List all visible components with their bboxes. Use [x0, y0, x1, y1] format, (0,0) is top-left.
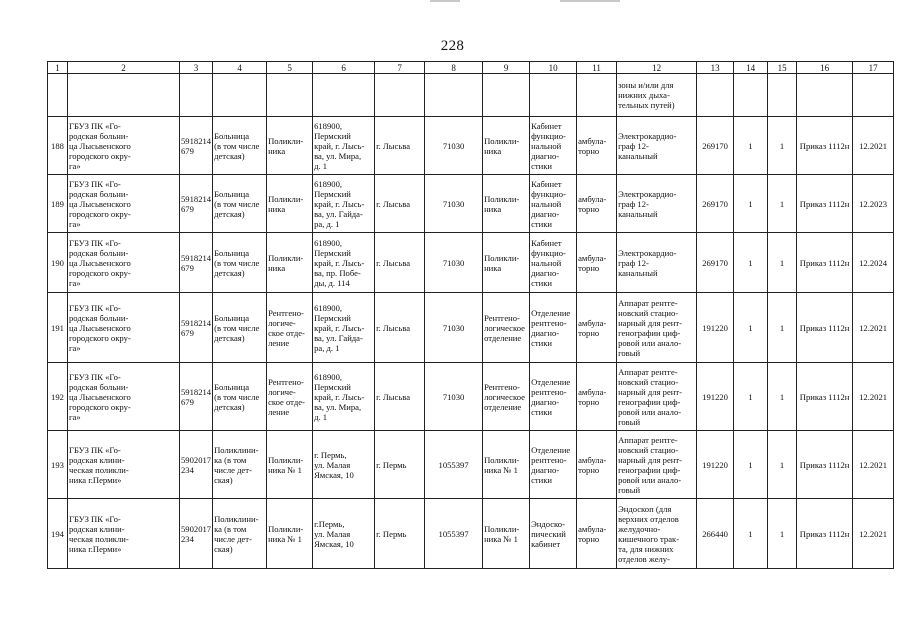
cell-room: Отделение рентгено- диагно- стики [530, 431, 577, 499]
cell-type: Поликлини- ка (в том числе дет- ская) [213, 499, 267, 569]
cell-order: Приказ 1112н [797, 499, 853, 569]
cell-org: ГБУЗ ПК «Го- родская больни- ца Лысьвенского городского окру- га» [68, 117, 180, 175]
cell-org: ГБУЗ ПК «Го- родская больни- ца Лысьвенского городского окру- га» [68, 233, 180, 293]
table-row [48, 233, 894, 293]
cell-qty2: 1 [768, 431, 797, 499]
cell-city: г. Лысьва [375, 117, 425, 175]
cell-code: 191220 [697, 431, 734, 499]
cell-org: ГБУЗ ПК «Го- родская больни- ца Лысьвенского городского окру- га» [68, 293, 180, 363]
cell-oktmo: 71030 [425, 363, 483, 431]
cell-oktmo: 71030 [425, 175, 483, 233]
cell-unit: Рентгено- логиче- ское отде- ление [267, 363, 313, 431]
cell-mode: амбула- торно [577, 499, 617, 569]
table-row [48, 431, 894, 499]
cell-date: 12.2021 [853, 499, 894, 569]
cell-equipment: Электрокардио- граф 12- канальный [617, 175, 697, 233]
cell-type: Поликлини- ка (в том числе дет- ская) [213, 431, 267, 499]
cell-date: 12.2023 [853, 175, 894, 233]
cell-equipment: Электрокардио- граф 12- канальный [617, 117, 697, 175]
cell-code: 269170 [697, 175, 734, 233]
cell-mode: амбула- торно [577, 175, 617, 233]
cell-division: Поликли- ника [483, 175, 530, 233]
column-number-cell: 12 [617, 62, 697, 74]
column-number-cell: 8 [425, 62, 483, 74]
cell-unit: Поликли- ника № 1 [267, 499, 313, 569]
cell-division: Поликли- ника [483, 233, 530, 293]
cell-address: 618900, Пермский край, г. Лысь- ва, ул. Гайда- ра, д. 1 [313, 293, 375, 363]
cell-order: Приказ 1112н [797, 117, 853, 175]
cell-inn: 5902017 234 [180, 499, 213, 569]
cell-division: Рентгено- логическое отделение [483, 363, 530, 431]
page-number: 228 [440, 38, 465, 54]
column-number-cell: 3 [180, 62, 213, 74]
cell-qty2: 1 [768, 117, 797, 175]
cell-code: 191220 [697, 363, 734, 431]
cell-unit: Поликли- ника № 1 [267, 431, 313, 499]
cell-room: Кабинет функцио- нальной диагно- стики [530, 117, 577, 175]
cell-unit: Поликли- ника [267, 117, 313, 175]
cell-order: Приказ 1112н [797, 175, 853, 233]
cell-city: г. Лысьва [375, 363, 425, 431]
cell-oktmo: 71030 [425, 233, 483, 293]
cell-type: Больница (в том числе детская) [213, 175, 267, 233]
table-row [48, 499, 894, 569]
scan-artifact [430, 0, 460, 2]
cell-num: 191 [48, 293, 68, 363]
cell-qty2: 1 [768, 233, 797, 293]
continuation-equipment-cell: зоны и/или для нижних дыха- тельных путей) [617, 74, 697, 117]
cell-code: 269170 [697, 233, 734, 293]
cell-type: Больница (в том числе детская) [213, 233, 267, 293]
cell-division: Поликли- ника № 1 [483, 499, 530, 569]
cell-num: 193 [48, 431, 68, 499]
scan-artifact [560, 0, 620, 2]
table-row [48, 363, 894, 431]
cell-oktmo: 71030 [425, 293, 483, 363]
cell-address: 618900, Пермский край, г. Лысь- ва, ул. Гайда- ра, д. 1 [313, 175, 375, 233]
cell-address: г. Пермь, ул. Малая Ямская, 10 [313, 431, 375, 499]
cell-qty1: 1 [734, 499, 768, 569]
cell-qty1: 1 [734, 175, 768, 233]
cell-date: 12.2021 [853, 363, 894, 431]
column-number-cell: 9 [483, 62, 530, 74]
cell-mode: амбула- торно [577, 117, 617, 175]
cell-mode: амбула- торно [577, 233, 617, 293]
cell-qty2: 1 [768, 499, 797, 569]
cell-qty1: 1 [734, 117, 768, 175]
cell-num: 190 [48, 233, 68, 293]
cell-inn: 5918214 679 [180, 363, 213, 431]
cell-org: ГБУЗ ПК «Го- родская больни- ца Лысьвенского городского окру- га» [68, 175, 180, 233]
cell-qty1: 1 [734, 363, 768, 431]
cell-order: Приказ 1112н [797, 363, 853, 431]
cell-oktmo: 1055397 [425, 431, 483, 499]
column-number-cell: 10 [530, 62, 577, 74]
cell-division: Рентгено- логическое отделение [483, 293, 530, 363]
cell-room: Отделение рентгено- диагно- стики [530, 363, 577, 431]
cell-unit: Поликли- ника [267, 233, 313, 293]
cell-inn: 5918214 679 [180, 233, 213, 293]
cell-inn: 5918214 679 [180, 293, 213, 363]
cell-division: Поликли- ника № 1 [483, 431, 530, 499]
continuation-row [48, 74, 894, 117]
cell-address: г.Пермь, ул. Малая Ямская, 10 [313, 499, 375, 569]
cell-num: 188 [48, 117, 68, 175]
cell-qty2: 1 [768, 363, 797, 431]
cell-mode: амбула- торно [577, 293, 617, 363]
column-number-cell: 4 [213, 62, 267, 74]
cell-equipment: Аппарат рентге- новский стацио- нарный для рент- генографии циф- ровой или анало- говый [617, 363, 697, 431]
cell-equipment: Аппарат рентге- новский стацио- нарный для рент- генографии циф- ровой или анало- говый [617, 293, 697, 363]
cell-date: 12.2021 [853, 431, 894, 499]
cell-unit: Поликли- ника [267, 175, 313, 233]
cell-room: Отделение рентгено- диагно- стики [530, 293, 577, 363]
column-number-cell: 5 [267, 62, 313, 74]
cell-type: Больница (в том числе детская) [213, 293, 267, 363]
cell-oktmo: 71030 [425, 117, 483, 175]
cell-code: 269170 [697, 117, 734, 175]
cell-num: 189 [48, 175, 68, 233]
cell-equipment: Эндоскоп (для верхних отделов желудочно- кишечного трак- та, для нижних отделов желу- [617, 499, 697, 569]
cell-room: Кабинет функцио- нальной диагно- стики [530, 233, 577, 293]
cell-city: г. Лысьва [375, 293, 425, 363]
cell-division: Поликли- ника [483, 117, 530, 175]
cell-city: г. Лысьва [375, 233, 425, 293]
cell-unit: Рентгено- логиче- ское отде- ление [267, 293, 313, 363]
cell-equipment: Аппарат рентге- новский стацио- нарный для рент- генографии циф- ровой или анало- говый [617, 431, 697, 499]
cell-num: 194 [48, 499, 68, 569]
cell-date: 12.2024 [853, 233, 894, 293]
cell-org: ГБУЗ ПК «Го- родская больни- ца Лысьвенского городского окру- га» [68, 363, 180, 431]
cell-order: Приказ 1112н [797, 293, 853, 363]
cell-org: ГБУЗ ПК «Го- родская клини- ческая поликли- ника г.Перми» [68, 431, 180, 499]
column-number-cell: 11 [577, 62, 617, 74]
cell-mode: амбула- торно [577, 431, 617, 499]
cell-type: Больница (в том числе детская) [213, 363, 267, 431]
cell-address: 618900, Пермский край, г. Лысь- ва, пр. Побе- ды, д. 114 [313, 233, 375, 293]
column-number-cell: 16 [797, 62, 853, 74]
cell-code: 266440 [697, 499, 734, 569]
cell-order: Приказ 1112н [797, 233, 853, 293]
cell-org: ГБУЗ ПК «Го- родская клини- ческая поликли- ника г.Перми» [68, 499, 180, 569]
table-row [48, 175, 894, 233]
cell-type: Больница (в том числе детская) [213, 117, 267, 175]
cell-mode: амбула- торно [577, 363, 617, 431]
cell-oktmo: 1055397 [425, 499, 483, 569]
cell-city: г. Лысьва [375, 175, 425, 233]
cell-inn: 5918214 679 [180, 175, 213, 233]
cell-address: 618900, Пермский край, г. Лысь- ва, ул. Мира, д. 1 [313, 117, 375, 175]
cell-room: Кабинет функцио- нальной диагно- стики [530, 175, 577, 233]
column-number-cell: 13 [697, 62, 734, 74]
column-number-row [48, 62, 894, 74]
cell-code: 191220 [697, 293, 734, 363]
table-row [48, 117, 894, 175]
cell-date: 12.2021 [853, 117, 894, 175]
cell-qty1: 1 [734, 233, 768, 293]
column-number-cell: 15 [768, 62, 797, 74]
cell-date: 12.2021 [853, 293, 894, 363]
cell-inn: 5902017 234 [180, 431, 213, 499]
cell-room: Эндоско- пический кабинет [530, 499, 577, 569]
cell-qty1: 1 [734, 293, 768, 363]
cell-city: г. Пермь [375, 499, 425, 569]
cell-city: г. Пермь [375, 431, 425, 499]
cell-qty1: 1 [734, 431, 768, 499]
cell-qty2: 1 [768, 293, 797, 363]
column-number-cell: 14 [734, 62, 768, 74]
column-number-cell: 2 [68, 62, 180, 74]
column-number-cell: 17 [853, 62, 894, 74]
cell-order: Приказ 1112н [797, 431, 853, 499]
column-number-cell: 6 [313, 62, 375, 74]
column-number-cell: 7 [375, 62, 425, 74]
cell-inn: 5918214 679 [180, 117, 213, 175]
column-number-cell: 1 [48, 62, 68, 74]
cell-address: 618900, Пермский край, г. Лысь- ва, ул. Мира, д. 1 [313, 363, 375, 431]
cell-num: 192 [48, 363, 68, 431]
cell-equipment: Электрокардио- граф 12- канальный [617, 233, 697, 293]
table-row [48, 293, 894, 363]
cell-qty2: 1 [768, 175, 797, 233]
equipment-registry-table [47, 61, 894, 569]
